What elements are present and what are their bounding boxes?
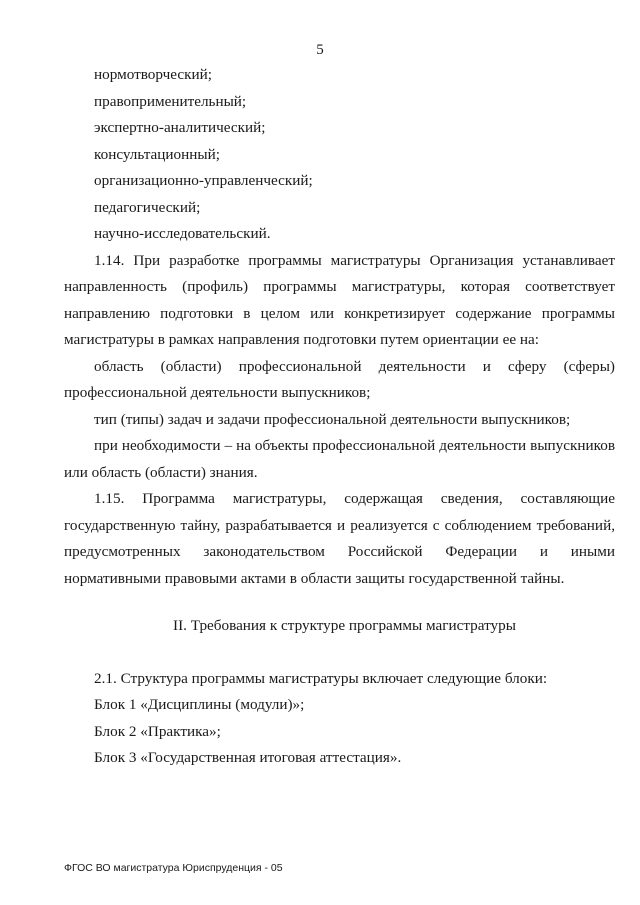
paragraph-1-14: 1.14. При разработке программы магистратуры Организация устанавливает направленность (профиль) программы магистратуры, которая соответствует направлению подготовки в целом или конкретизирует содержание программы магистратуры в рамках направления подготовки путем ориентации ее на: (64, 251, 615, 348)
paragraph-1-15: 1.15. Программа магистратуры, содержащая сведения, составляющие государственную тайну, разрабатывается и реализуется с соблюдением требований, предусмотренных законодательством Российской Федерации и иными нормативными правовыми актами в области защиты государственной тайны. (64, 490, 615, 587)
block-item: Блок 1 «Дисциплины (модули)»; (94, 696, 305, 713)
document-footer: ФГОС ВО магистратура Юриспруденция - 05 (64, 862, 283, 874)
page-number: 5 (316, 42, 324, 58)
list-item: нормотворческий; (94, 66, 212, 83)
section-heading: II. Требования к структуре программы магистратуры (173, 617, 516, 634)
orientation-item: область (области) профессиональной деятельности и сферу (сферы) профессиональной деятельности выпускников; (64, 357, 615, 401)
orientation-item: при необходимости – на объекты профессиональной деятельности выпускников или область (области) знания. (64, 437, 615, 481)
block-item: Блок 3 «Государственная итоговая аттестация». (94, 749, 402, 766)
list-item: научно-исследовательский. (94, 225, 271, 242)
document-body (64, 62, 615, 772)
list-item: организационно-управленческий; (94, 172, 313, 189)
list-item: экспертно-аналитический; (94, 119, 266, 136)
list-item: консультационный; (94, 145, 220, 163)
list-item: правоприменительный; (94, 92, 247, 110)
block-item: Блок 2 «Практика»; (94, 722, 221, 740)
structure-intro: 2.1. Структура программы магистратуры включает следующие блоки: (94, 669, 548, 687)
list-item: педагогический; (94, 198, 201, 216)
orientation-item: тип (типы) задач и задачи профессиональной деятельности выпускников; (94, 410, 571, 428)
